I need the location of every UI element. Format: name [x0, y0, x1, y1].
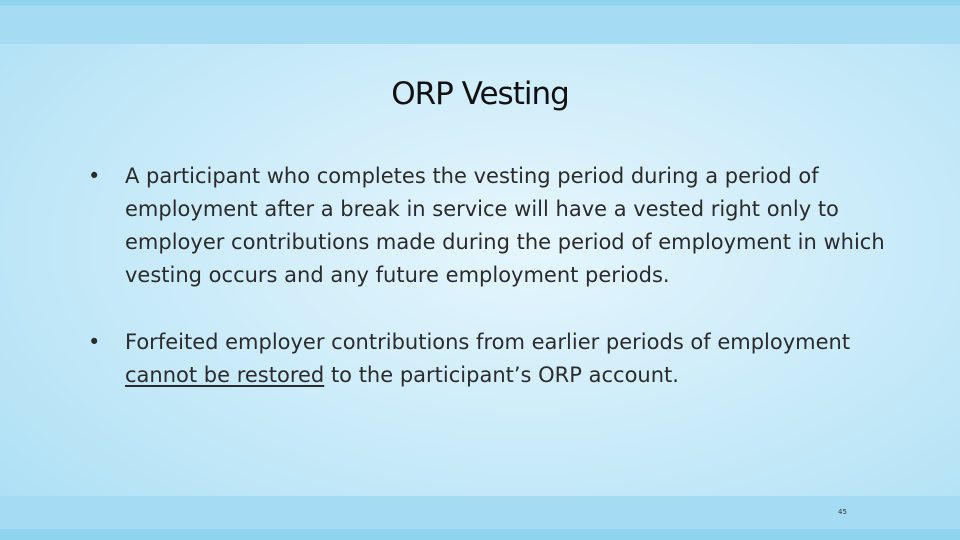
bullet-dot: •	[88, 164, 101, 188]
slide-title-text: ORP Vesting	[391, 76, 569, 112]
bullet-item-vesting-after-break	[88, 160, 888, 292]
bullet-text-before: Forfeited employer contributions from earlier periods of employment	[125, 330, 851, 354]
page-number: 45	[838, 508, 847, 516]
bullet-text: A participant who completes the vesting period during a period of employment after a break in service will have a vested right only to employer contributions made during the period of employment in which vesting occurs and any future employment periods.	[125, 164, 885, 287]
bullet-underlined-text: cannot be restored	[125, 363, 325, 387]
top-decorative-band	[0, 0, 960, 44]
bullet-dot: •	[88, 330, 101, 354]
slide-title	[0, 76, 960, 112]
bullet-text-after: to the participant’s ORP account.	[324, 363, 679, 387]
bullet-item-forfeited-contributions	[88, 326, 888, 392]
bullet-list	[88, 160, 888, 392]
bottom-decorative-band	[0, 496, 960, 540]
